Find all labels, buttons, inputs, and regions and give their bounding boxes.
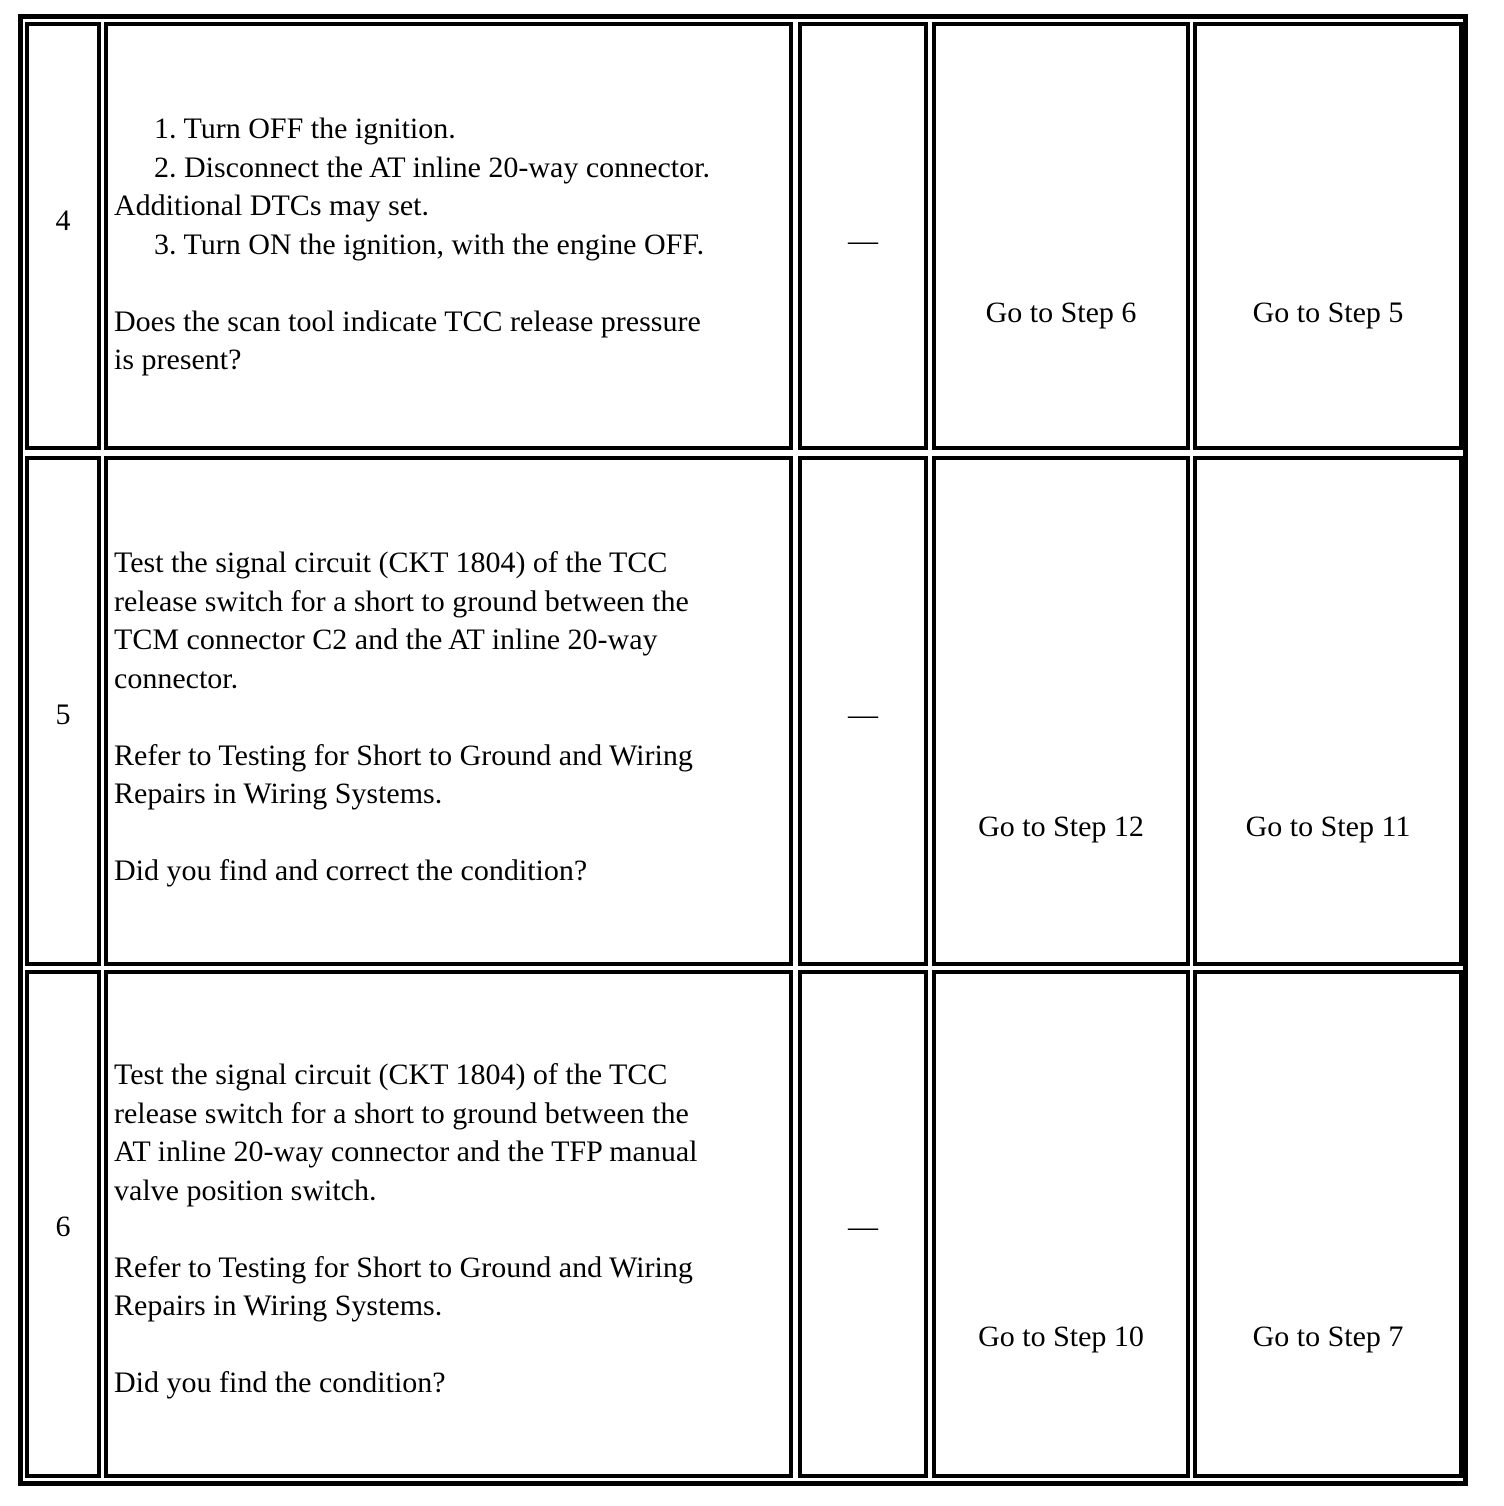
no-goto-link[interactable]: Go to Step 7 [1252, 1320, 1404, 1353]
value-dash: — [848, 1210, 878, 1243]
action-question: Does the scan tool indicate TCC release pressure [114, 304, 701, 338]
value-dash: — [848, 224, 878, 257]
yes-cell [932, 456, 1190, 966]
action-line: Test the signal circuit (CKT 1804) of the TCC [114, 1058, 668, 1091]
yes-goto-link[interactable]: Go to Step 10 [978, 1320, 1144, 1353]
action-text [114, 544, 785, 891]
action-cell [104, 970, 793, 1478]
action-step-item: 2. Disconnect the AT inline 20-way connector. [154, 150, 710, 184]
value-cell [798, 970, 928, 1478]
no-cell [1193, 456, 1463, 966]
action-question: is present? [114, 343, 242, 376]
step-cell [25, 970, 101, 1478]
action-question: Did you find and correct the condition? [114, 854, 588, 887]
action-step-item: 1. Turn OFF the ignition. [154, 112, 456, 145]
step-cell [25, 22, 101, 450]
yes-goto-link[interactable]: Go to Step 12 [978, 810, 1144, 843]
value-dash: — [848, 698, 878, 731]
no-goto-link[interactable]: Go to Step 5 [1252, 296, 1404, 329]
action-line: connector. [114, 661, 239, 695]
yes-cell [932, 970, 1190, 1478]
yes-goto-link[interactable]: Go to Step 6 [985, 296, 1137, 329]
step-number: 4 [55, 204, 71, 237]
action-reference: Refer to Testing for Short to Ground and Wiring [114, 1250, 693, 1284]
action-line: release switch for a short to ground between the [114, 584, 689, 618]
yes-cell [932, 22, 1190, 450]
action-text [114, 110, 785, 380]
step-number: 6 [55, 1210, 71, 1243]
action-line: AT inline 20-way connector and the TFP manual [114, 1135, 698, 1168]
action-text [114, 1056, 785, 1403]
action-line: valve position switch. [114, 1173, 377, 1207]
action-line: Test the signal circuit (CKT 1804) of the TCC [114, 546, 668, 579]
action-line: release switch for a short to ground between the [114, 1096, 689, 1130]
step-number: 5 [55, 698, 71, 731]
no-cell [1193, 970, 1463, 1478]
action-reference: Repairs in Wiring Systems. [114, 1289, 443, 1322]
action-cell [104, 456, 793, 966]
action-reference: Repairs in Wiring Systems. [114, 777, 443, 810]
step-cell [25, 456, 101, 966]
value-cell [798, 456, 928, 966]
no-cell [1193, 22, 1463, 450]
no-goto-link[interactable]: Go to Step 11 [1245, 810, 1411, 843]
action-note: Additional DTCs may set. [114, 189, 429, 222]
value-cell [798, 22, 928, 450]
action-cell [104, 22, 793, 450]
action-reference: Refer to Testing for Short to Ground and Wiring [114, 738, 693, 772]
action-line: TCM connector C2 and the AT inline 20-way [114, 623, 658, 656]
action-step-item: 3. Turn ON the ignition, with the engine OFF. [154, 227, 705, 261]
action-question: Did you find the condition? [114, 1366, 446, 1399]
